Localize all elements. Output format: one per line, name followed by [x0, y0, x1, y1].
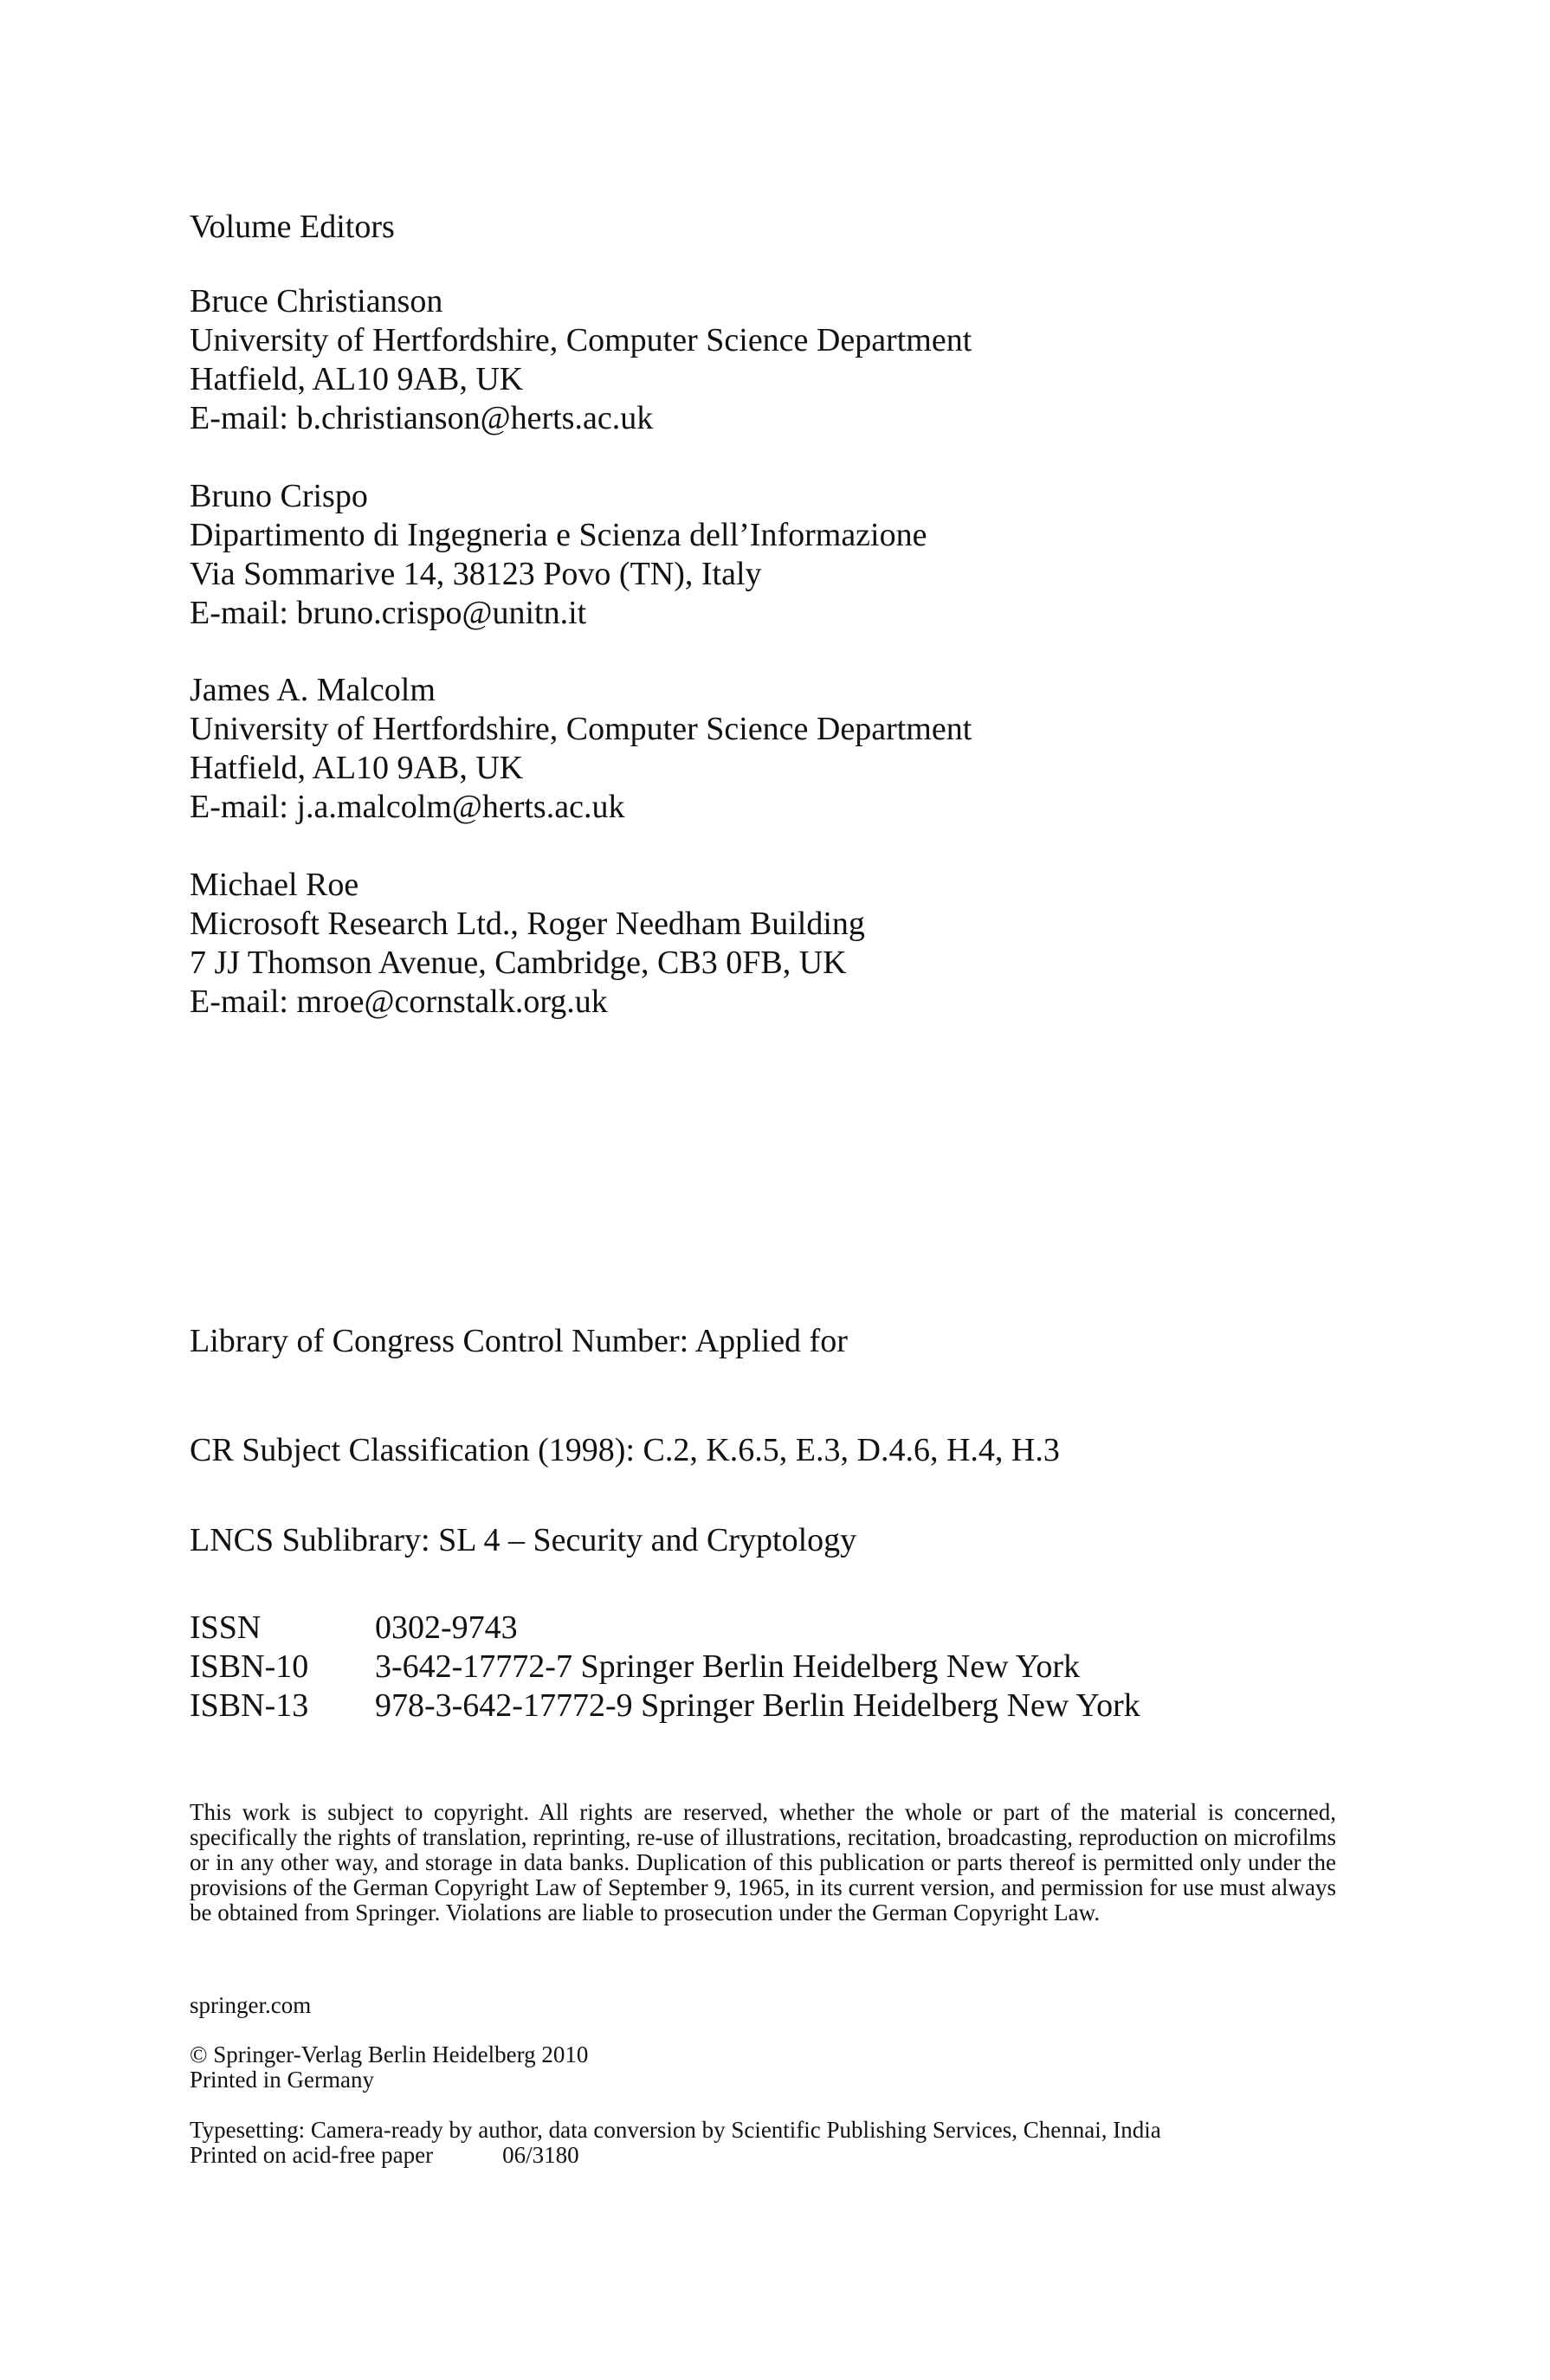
editor-affiliation: University of Hertfordshire, Computer Science Department	[190, 322, 972, 358]
editor-block-malcolm	[190, 671, 972, 827]
editor-email: E-mail: j.a.malcolm@herts.ac.uk	[190, 789, 625, 825]
editor-affiliation: University of Hertfordshire, Computer Science Department	[190, 711, 972, 747]
editor-name: Bruce Christianson	[190, 283, 443, 319]
typesetting-note: Typesetting: Camera-ready by author, data conversion by Scientific Publishing Services, Chennai, India	[190, 2117, 1161, 2143]
paper-note: Printed on acid-free paper	[190, 2142, 434, 2168]
editor-email: E-mail: mroe@cornstalk.org.uk	[190, 984, 608, 1020]
identifier-label: ISBN-10	[190, 1648, 309, 1685]
paper-line	[190, 2143, 1336, 2168]
editor-block-roe	[190, 866, 865, 1022]
editor-address: 7 JJ Thomson Avenue, Cambridge, CB3 0FB, UK	[190, 945, 847, 981]
identifier-value: 3-642-17772-7 Springer Berlin Heidelberg New York	[375, 1648, 1081, 1685]
cr-subject-classification: CR Subject Classification (1998): C.2, K.6.5, E.3, D.4.6, H.4, H.3	[190, 1432, 1060, 1468]
loc-control-number: Library of Congress Control Number: Applied for	[190, 1323, 848, 1359]
identifier-row-isbn13	[190, 1687, 1140, 1725]
identifier-value: 978-3-642-17772-9 Springer Berlin Heidelberg New York	[375, 1687, 1140, 1724]
typesetting-block	[190, 2118, 1336, 2168]
website	[190, 1993, 1336, 2018]
identifier-row-isbn10	[190, 1648, 1140, 1687]
website-text: springer.com	[190, 1992, 312, 2018]
editor-address: Hatfield, AL10 9AB, UK	[190, 361, 524, 397]
editor-address: Via Sommarive 14, 38123 Povo (TN), Italy	[190, 556, 762, 592]
volume-editors-heading: Volume Editors	[190, 209, 395, 245]
editor-name: James A. Malcolm	[190, 672, 436, 708]
editor-name: Bruno Crispo	[190, 478, 368, 514]
copyright-notice: This work is subject to copyright. All rights are reserved, whether the whole or part of the material is concerned, specifically the rights of translation, reprinting, re-use of illustrations, recitation, broadcasting, reproduction on microfilms or in any other way, and storage in data banks. Duplication of this publication or parts thereof is permitted only under the provisions of the German Copyright Law of September 9, 1965, in its current version, and permission for use must always be obtained from Springer. Violations are liable to prosecution under the German Copyright Law.	[190, 1799, 1336, 1925]
editor-block-crispo	[190, 477, 927, 633]
editor-block-christianson	[190, 282, 972, 438]
editor-email: E-mail: b.christianson@herts.ac.uk	[190, 400, 654, 436]
lncs-sublibrary: LNCS Sublibrary: SL 4 – Security and Cryptology	[190, 1522, 857, 1558]
editor-affiliation: Dipartimento di Ingegneria e Scienza dell’Informazione	[190, 517, 927, 553]
identifier-value: 0302-9743	[375, 1609, 518, 1646]
printed-in: Printed in Germany	[190, 2067, 374, 2093]
editor-email: E-mail: bruno.crispo@unitn.it	[190, 595, 587, 631]
identifier-label: ISBN-13	[190, 1687, 309, 1724]
identifier-label: ISSN	[190, 1609, 262, 1646]
print-code: 06/3180	[502, 2142, 579, 2168]
editor-name: Michael Roe	[190, 867, 359, 903]
identifier-row-issn	[190, 1609, 1140, 1648]
publisher-copyright: © Springer-Verlag Berlin Heidelberg 2010	[190, 2041, 589, 2067]
publisher-block	[190, 2042, 1336, 2093]
editor-affiliation: Microsoft Research Ltd., Roger Needham Building	[190, 906, 865, 942]
editor-address: Hatfield, AL10 9AB, UK	[190, 750, 524, 786]
identifier-table	[190, 1609, 1140, 1725]
